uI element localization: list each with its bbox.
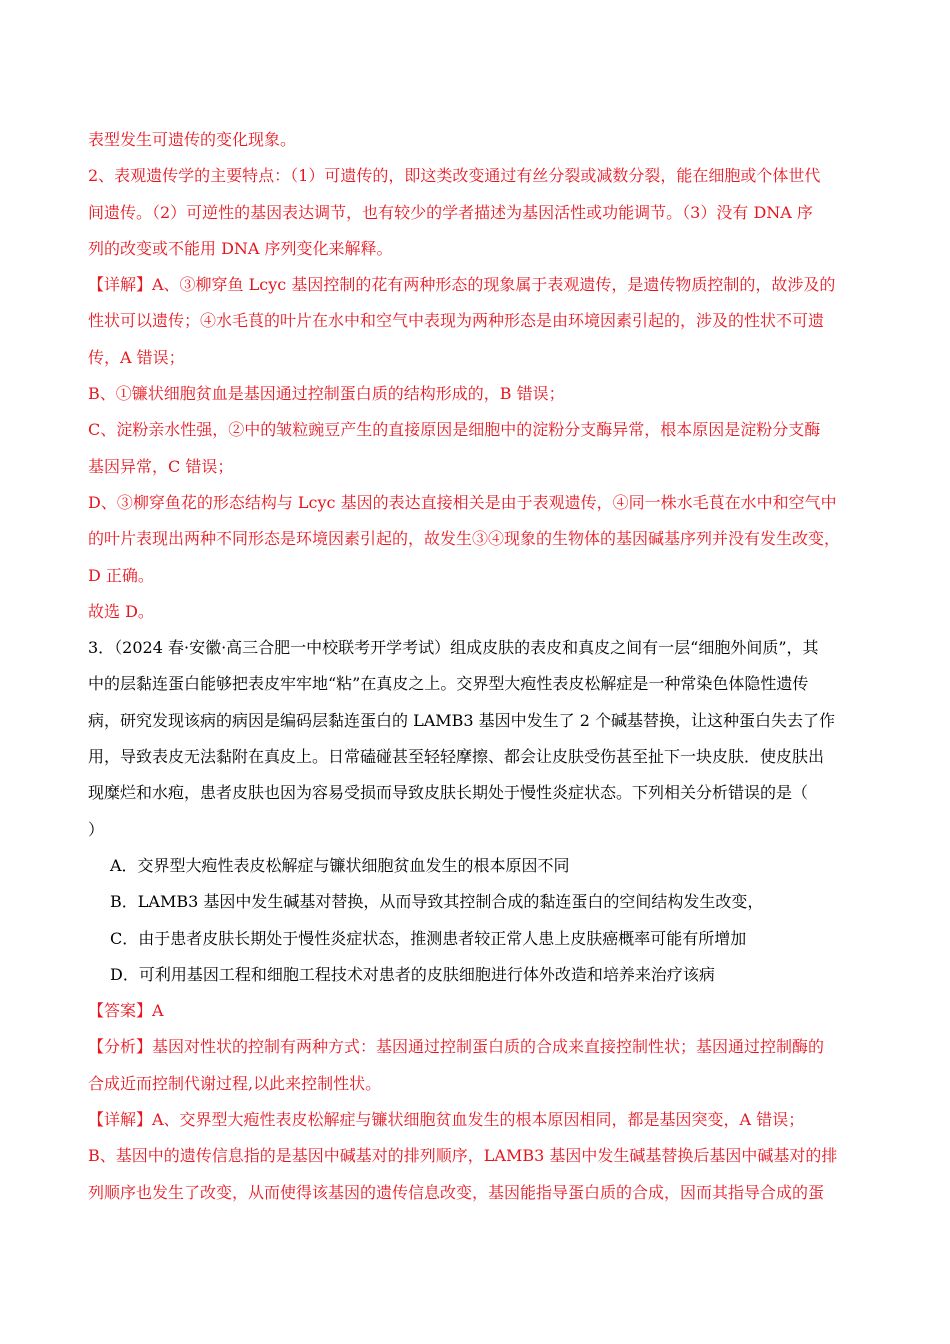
analysis-line: 【分析】基因对性状的控制有两种方式：基因通过控制蛋白质的合成来直接控制性状；基因通过控制酶的: [88, 1037, 825, 1057]
text-line: 传，A 错误；: [88, 347, 185, 367]
answer-line: 【答案】A: [88, 1001, 164, 1021]
option-a: A．交界型大疱性表皮松解症与镰状细胞贫血发生的根本原因不同: [110, 855, 570, 875]
analysis-line: 合成近而控制代谢过程,以此来控制性状。: [88, 1073, 382, 1093]
text-line: D、③柳穿鱼花的形态结构与 Lcyc 基因的表达直接相关是由于表观遗传，④同一株水毛茛在水中和空气中: [88, 492, 837, 512]
option-c: C．由于患者皮肤长期处于慢性炎症状态，推测患者较正常人患上皮肤癌概率可能有所增加: [110, 928, 747, 948]
text-line: 【详解】A、③柳穿鱼 Lcyc 基因控制的花有两种形态的现象属于表观遗传，是遗传物质控制的，故涉及的: [88, 275, 836, 295]
question-stem-line: 现糜烂和水疱，患者皮肤也因为容易受损而导致皮肤长期处于慢性炎症状态。下列相关分析错误的是（: [88, 783, 809, 803]
text-line: 故选 D。: [88, 601, 154, 621]
text-line: 表型发生可遗传的变化现象。: [88, 130, 297, 149]
explanation-line: 【详解】A、交界型大疱性表皮松解症与镰状细胞贫血发生的根本原因相同，都是基因突变，A 错误；: [88, 1110, 805, 1130]
text-line: 列的改变或不能用 DNA 序列变化来解释。: [88, 238, 393, 258]
question-stem-line: ）: [88, 819, 105, 839]
document-page: [88, 122, 863, 1211]
explanation-line: B、基因中的遗传信息指的是基因中碱基对的排列顺序，LAMB3 基因中发生碱基替换后基因中碱基对的排: [88, 1146, 838, 1166]
text-line: B、①镰状细胞贫血是基因通过控制蛋白质的结构形成的，B 错误；: [88, 384, 565, 404]
text-line: C、淀粉亲水性强，②中的皱粒豌豆产生的直接原因是细胞中的淀粉分支酶异常，根本原因是淀粉分支酶: [88, 420, 821, 440]
option-b: B．LAMB3 基因中发生碱基对替换，从而导致其控制合成的黏连蛋白的空间结构发生改变，: [110, 892, 764, 912]
text-line: 基因异常，C 错误；: [88, 456, 234, 476]
question-stem-line: 用，导致表皮无法黏附在真皮上。日常磕碰甚至轻轻摩擦、都会让皮肤受伤甚至扯下一块皮肤．使皮肤出: [88, 747, 825, 767]
text-line: 间遗传。（2）可逆性的基因表达调节，也有较少的学者描述为基因活性或功能调节。（3）没有 DNA 序: [88, 202, 813, 222]
question-stem-line: 中的层黏连蛋白能够把表皮牢牢地“粘”在真皮之上。交界型大疱性表皮松解症是一种常染色体隐性遗传: [88, 674, 809, 694]
question-stem-line: 3．（2024 春·安徽·高三合肥一中校联考开学考试）组成皮肤的表皮和真皮之间有一层“细胞外间质”，其: [88, 638, 819, 658]
text-line: 2、表观遗传学的主要特点：（1）可遗传的，即这类改变通过有丝分裂或减数分裂，能在细胞或个体世代: [88, 166, 821, 186]
explanation-line: 列顺序也发生了改变，从而使得该基因的遗传信息改变，基因能指导蛋白质的合成，因而其指导合成的蛋: [88, 1182, 825, 1202]
question-stem-line: 病，研究发现该病的病因是编码层黏连蛋白的 LAMB3 基因中发生了 2 个碱基替换，让这种蛋白失去了作: [88, 710, 836, 730]
text-line: 性状可以遗传；④水毛茛的叶片在水中和空气中表现为两种形态是由环境因素引起的，涉及的性状不可遗: [88, 311, 825, 331]
option-d: D．可利用基因工程和细胞工程技术对患者的皮肤细胞进行体外改造和培养来治疗该病: [110, 964, 715, 984]
text-line: D 正确。: [88, 565, 154, 585]
text-line: 的叶片表现出两种不同形态是环境因素引起的，故发生③④现象的生物体的基因碱基序列并没有发生改变，: [88, 529, 841, 549]
